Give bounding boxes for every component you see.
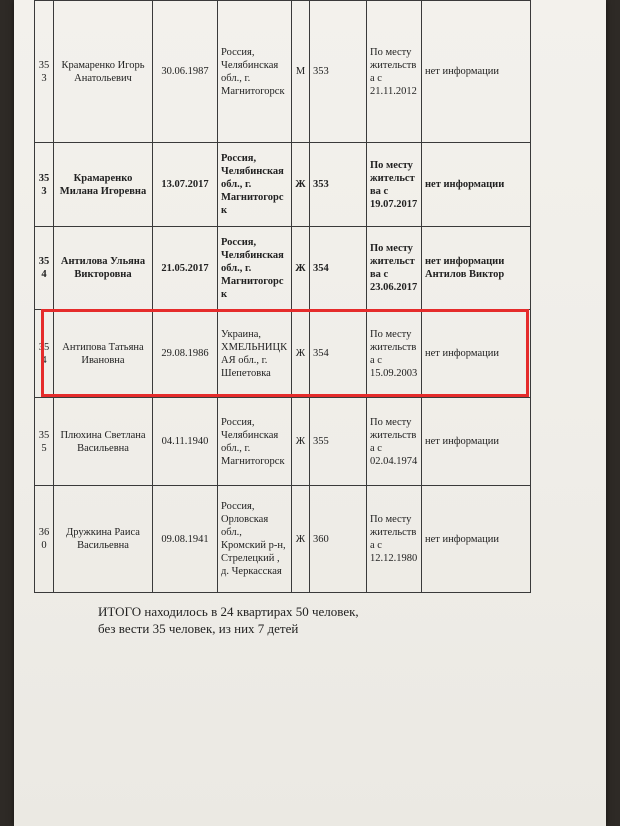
info: нет информации bbox=[422, 1, 531, 143]
birth-place: Россия, Челябинская обл., г. Магнитогорск bbox=[218, 398, 292, 486]
birth-date: 09.08.1941 bbox=[153, 486, 218, 593]
table-row bbox=[35, 1, 531, 143]
apartment: 355 bbox=[310, 398, 367, 486]
registration: По месту жительства с 02.04.1974 bbox=[367, 398, 422, 486]
residents-table bbox=[34, 0, 531, 593]
table-row bbox=[35, 143, 531, 227]
row-number: 354 bbox=[35, 310, 54, 398]
row-number: 353 bbox=[35, 1, 54, 143]
registration: По месту жительства с 21.11.2012 bbox=[367, 1, 422, 143]
full-name: Антипова Татьяна Ивановна bbox=[54, 310, 153, 398]
apartment: 354 bbox=[310, 310, 367, 398]
summary-line-1: ИТОГО находилось в 24 квартирах 50 человек, bbox=[98, 604, 359, 619]
sex: Ж bbox=[292, 398, 310, 486]
summary-line-2: без вести 35 человек, из них 7 детей bbox=[98, 621, 299, 636]
full-name: Плюхина Светлана Васильевна bbox=[54, 398, 153, 486]
registration: По месту жительства с 12.12.1980 bbox=[367, 486, 422, 593]
registration: По месту жительства с 23.06.2017 bbox=[367, 227, 422, 310]
table-row bbox=[35, 486, 531, 593]
red-highlight-box bbox=[41, 309, 529, 397]
registration: По месту жительства с 19.07.2017 bbox=[367, 143, 422, 227]
row-number: 354 bbox=[35, 227, 54, 310]
sex: Ж bbox=[292, 486, 310, 593]
sex: Ж bbox=[292, 143, 310, 227]
apartment: 353 bbox=[310, 1, 367, 143]
registration: По месту жительства с 15.09.2003 bbox=[367, 310, 422, 398]
info: нет информации bbox=[422, 398, 531, 486]
apartment: 360 bbox=[310, 486, 367, 593]
birth-place: Россия, Челябинская обл., г. Магнитогорск bbox=[218, 143, 292, 227]
info: нет информации Антилов Виктор bbox=[422, 227, 531, 310]
row-number: 355 bbox=[35, 398, 54, 486]
apartment: 353 bbox=[310, 143, 367, 227]
birth-date: 04.11.1940 bbox=[153, 398, 218, 486]
full-name: Дружкина Раиса Васильевна bbox=[54, 486, 153, 593]
info: нет информации bbox=[422, 310, 531, 398]
birth-date: 21.05.2017 bbox=[153, 227, 218, 310]
row-number: 353 bbox=[35, 143, 54, 227]
birth-date: 13.07.2017 bbox=[153, 143, 218, 227]
row-number: 360 bbox=[35, 486, 54, 593]
birth-date: 30.06.1987 bbox=[153, 1, 218, 143]
full-name: Антилова Ульяна Викторовна bbox=[54, 227, 153, 310]
birth-place: Россия, Челябинская обл., г. Магнитогорск bbox=[218, 1, 292, 143]
info: нет информации bbox=[422, 143, 531, 227]
sex: Ж bbox=[292, 227, 310, 310]
summary-text bbox=[98, 603, 359, 637]
full-name: Крамаренко Игорь Анатольевич bbox=[54, 1, 153, 143]
birth-date: 29.08.1986 bbox=[153, 310, 218, 398]
table-row bbox=[35, 398, 531, 486]
table-row bbox=[35, 227, 531, 310]
sex: М bbox=[292, 1, 310, 143]
birth-place: Украина, ХМЕЛЬНИЦКАЯ обл., г. Шепетовка bbox=[218, 310, 292, 398]
info: нет информации bbox=[422, 486, 531, 593]
sex: Ж bbox=[292, 310, 310, 398]
full-name: Крамаренко Милана Игоревна bbox=[54, 143, 153, 227]
birth-place: Россия, Челябинская обл., г. Магнитогорск bbox=[218, 227, 292, 310]
apartment: 354 bbox=[310, 227, 367, 310]
birth-place: Россия, Орловская обл., Кромский р-н, Стрелецкий , д. Черкасская bbox=[218, 486, 292, 593]
